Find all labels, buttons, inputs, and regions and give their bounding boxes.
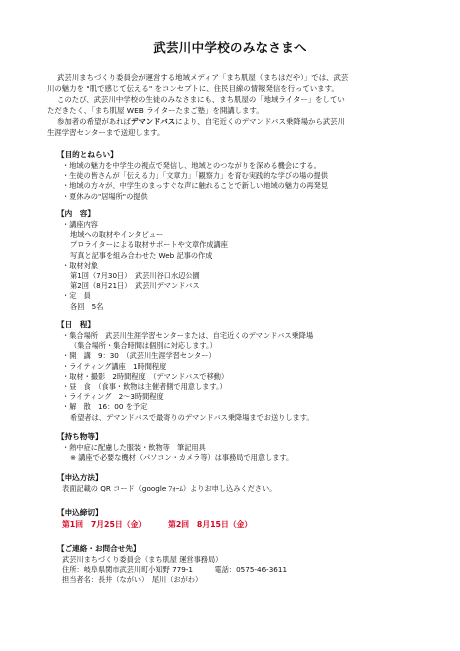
belongings-list bbox=[62, 443, 422, 463]
deadline-heading: 【申込締切】 bbox=[57, 508, 103, 517]
deadline-dates bbox=[62, 519, 252, 530]
schedule-line: ・昼 食 （食事・飲物は主催者側で用意します。） bbox=[62, 382, 227, 392]
purpose-item: ・地域の方々が、中学生のまっすぐな声に触れることで新しい地域の魅力の再発見 bbox=[62, 181, 328, 191]
content-line: 各回 5名 bbox=[70, 301, 104, 311]
deadline-second: 第2回 8月15日（金） bbox=[168, 520, 253, 529]
content-heading: 【内 容】 bbox=[57, 209, 95, 218]
intro-p3-line2: 生涯学習センターまで送迎します。 bbox=[47, 128, 165, 137]
contact-heading: 【ご連絡・お問合せ先】 bbox=[57, 544, 141, 553]
schedule-line: ・ライティング講座 1時間程度 bbox=[62, 361, 167, 371]
schedule-line: ・ライティング 2～3時間程度 bbox=[62, 392, 164, 402]
intro-p2-line2: ただきたく、「まち肌屋 WEB ライターたまご塾」を開講します。 bbox=[47, 106, 264, 115]
purpose-item: ・生徒の皆さんが「伝える力」「文章力」「観察力」を育む実践的な学びの場の提供 bbox=[62, 171, 328, 181]
schedule-line: ・集合場所 武芸川生涯学習センターまたは、自宅近くのデマンドバス乗降場 bbox=[62, 331, 314, 340]
belongings-heading: 【持ち物等】 bbox=[57, 432, 103, 441]
belongings-line: ※ 講座で必要な機材（パソコン・カメラ等）は事務局で用意します。 bbox=[70, 453, 294, 463]
intro-p2-line1: このたび、武芸川中学校の生徒のみなさまにも、まち肌屋の「地域ライター」をしてい bbox=[57, 95, 345, 104]
schedule-line: ・解 散 16：00 を予定 bbox=[62, 402, 148, 412]
content-line: ・講座内容 bbox=[62, 220, 98, 229]
intro-p3-pre: 参加者の希望があれば bbox=[57, 117, 131, 126]
content-list bbox=[62, 220, 422, 312]
page-title: 武芸川中学校のみなさまへ bbox=[153, 40, 307, 55]
intro-text bbox=[47, 72, 417, 138]
content-line: 第1回（7月30日） 武芸川谷口水辺公園 bbox=[70, 271, 200, 281]
content-line: 写真と記事を組み合わせた Web 記事の作成 bbox=[70, 250, 213, 260]
contact-org: 武芸川まちづくり委員会（まち肌屋 運営事務局） bbox=[62, 555, 223, 564]
schedule-heading: 【日 程】 bbox=[57, 320, 95, 329]
intro-p1-line2: 川の魅力を "肌で感じて伝える" をコンセプトに、住民目線の情報発信を行っています。 bbox=[47, 84, 339, 93]
belongings-line: ・熱中症に配慮した服装・飲物等 筆記用具 bbox=[62, 443, 206, 452]
schedule-line: 希望者は、デマンドバスで最寄りのデマンドバス乗降場までお送りします。 bbox=[70, 412, 314, 422]
schedule-line: ・取材・撮影 2時間程度 （デマンドバスで移動） bbox=[62, 371, 229, 381]
purpose-list bbox=[62, 161, 422, 202]
content-line: 地域への取材やインタビュー bbox=[70, 230, 164, 240]
deadline-first: 第1回 7月25日（金） bbox=[62, 520, 147, 529]
apply-list bbox=[62, 484, 422, 494]
intro-p3-post: により、自宅近くのデマンドバス乗降場から武芸川 bbox=[175, 117, 345, 126]
schedule-list bbox=[62, 331, 422, 423]
intro-p1-line1: 武芸川まちづくり委員会が運営する地域メディア「まち肌屋（まちはだや）」では、武芸 bbox=[57, 73, 349, 82]
content-line: ・取材対象 bbox=[62, 260, 98, 270]
purpose-heading: 【目的とねらい】 bbox=[57, 150, 118, 159]
purpose-item: ・地域の魅力を中学生の視点で発信し、地域とのつながりを深める機会にする。 bbox=[62, 161, 321, 170]
apply-heading: 【申込方法】 bbox=[57, 473, 103, 482]
intro-p3-line1 bbox=[47, 116, 417, 127]
content-line: プロライターによる取材サポートや文章作成講座 bbox=[70, 240, 228, 250]
purpose-item: ・夏休みの"居場所"の提供 bbox=[62, 191, 148, 201]
content-line: 第2回（8月21日） 武芸川デマンドバス bbox=[70, 281, 200, 291]
demand-bus-emphasis: デマンドバス bbox=[130, 117, 176, 126]
schedule-line: （集合場所・集合時間は個別に対応します。） bbox=[70, 341, 217, 351]
contact-person: 担当者名：長井（ながい） 尾川（おがわ） bbox=[62, 575, 203, 585]
apply-line: 表面記載の QR コード（google ﾌｫｰﾑ）よりお申し込みください。 bbox=[62, 484, 277, 493]
contact-address-phone: 住所：岐阜県関市武芸川町小知野 779-1 電話：0575-46-3611 bbox=[62, 565, 288, 575]
content-line: ・定 員 bbox=[62, 291, 91, 301]
schedule-line: ・開 講 9：30 （武芸川生涯学習センター） bbox=[62, 351, 216, 361]
contact-list bbox=[62, 555, 422, 586]
